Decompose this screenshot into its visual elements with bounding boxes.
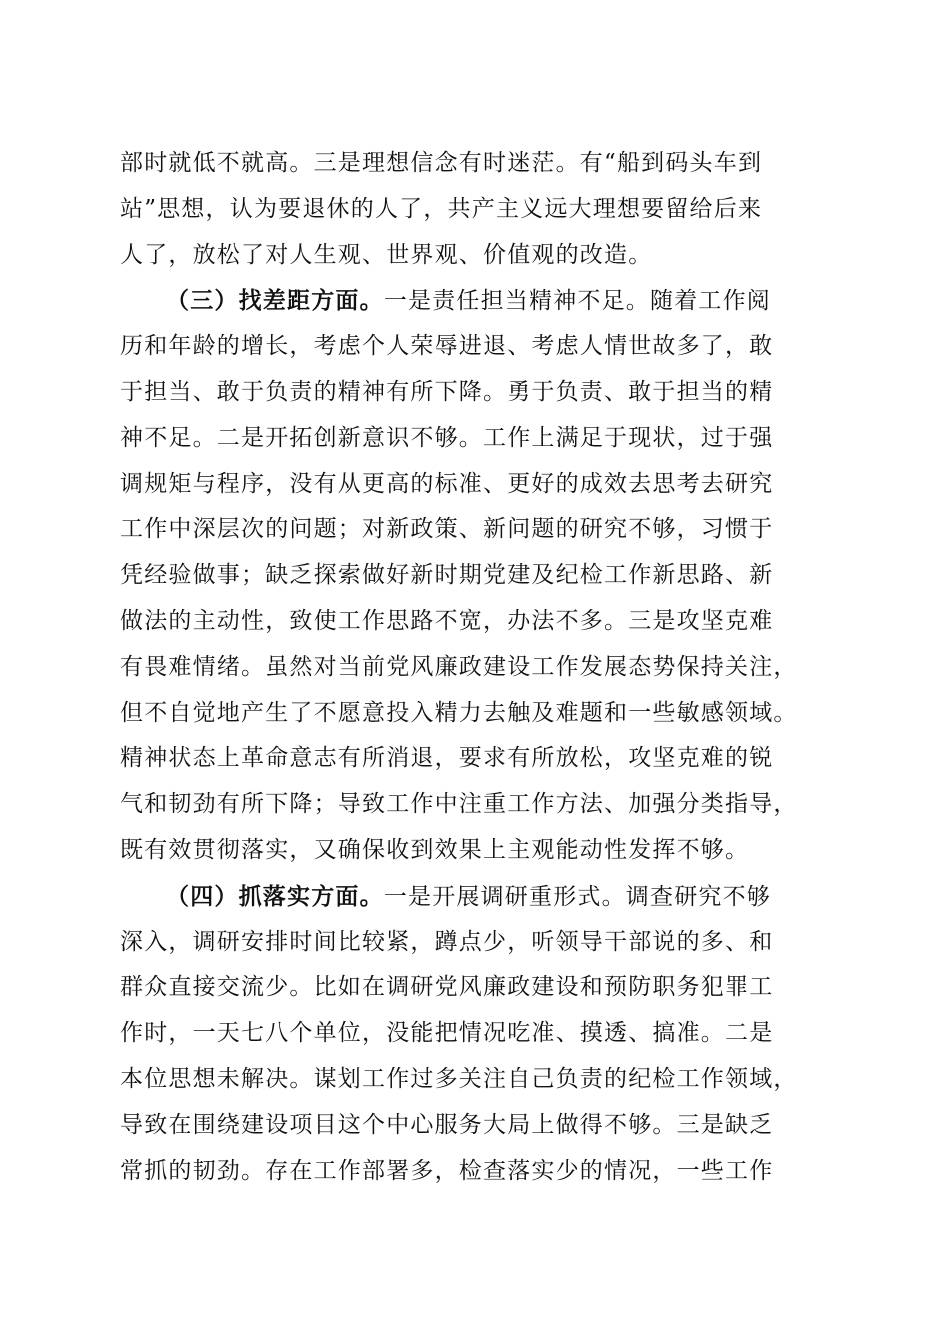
section-heading-three: （三）找差距方面。 — [166, 287, 384, 315]
text-line-18: 深入，调研安排时间比较紧，蹲点少，听领导干部说的多、和 — [120, 928, 774, 955]
text-line-10: 凭经验做事；缺乏探索做好新时期党建及纪检工作新思路、新 — [120, 562, 774, 589]
text-line-14: 精神状态上革命意志有所消退，要求有所放松，攻坚克难的锐 — [120, 745, 774, 772]
text-line-22: 导致在围绕建设项目这个中心服务大局上做得不够。三是缺乏 — [120, 1111, 774, 1138]
text-line-20: 作时，一天七八个单位，没能把情况吃准、摸透、搞准。二是 — [120, 1020, 774, 1047]
text-line-7: 神不足。二是开拓创新意识不够。工作上满足于现状，过于强 — [120, 424, 774, 451]
section-heading-four: （四）抓落实方面。 — [166, 882, 384, 910]
text-line-16: 既有效贯彻落实，又确保收到效果上主观能动性发挥不够。 — [120, 836, 750, 863]
text-line-2: 站”思想，认为要退休的人了，共产主义远大理想要留给后来 — [120, 195, 763, 222]
text-line-23: 常抓的韧劲。存在工作部署多，检查落实少的情况，一些工作 — [120, 1157, 774, 1184]
text-line-5: 历和年龄的增长，考虑个人荣辱进退、考虑人情世故多了，敢 — [120, 333, 774, 360]
text-line-11: 做法的主动性，致使工作思路不宽，办法不多。三是攻坚克难 — [120, 607, 774, 634]
text-line-15: 气和韧劲有所下降；导致工作中注重工作方法、加强分类指导， — [120, 791, 798, 818]
text-line-21: 本位思想未解决。谋划工作过多关注自己负责的纪检工作领域， — [120, 1065, 798, 1092]
text-line-13: 但不自觉地产生了不愿意投入精力去触及难题和一些敏感领域。 — [120, 699, 798, 726]
text-line-1: 部时就低不就高。三是理想信念有时迷茫。有“船到码头车到 — [120, 150, 763, 176]
text-line-3: 人了，放松了对人生观、世界观、价值观的改造。 — [120, 241, 653, 268]
text-line-19: 群众直接交流少。比如在调研党风廉政建设和预防职务犯罪工 — [120, 974, 774, 1001]
text-line-6: 于担当、敢于负责的精神有所下降。勇于负责、敢于担当的精 — [120, 378, 774, 405]
section-four-first-line: （四）抓落实方面。一是开展调研重形式。调查研究不够 — [166, 882, 772, 910]
text-line-9: 工作中深层次的问题；对新政策、新问题的研究不够，习惯于 — [120, 516, 774, 543]
text-line-12: 有畏难情绪。虽然对当前党风廉政建设工作发展态势保持关注， — [120, 653, 798, 680]
section-three-first-line: （三）找差距方面。一是责任担当精神不足。随着工作阅 — [166, 287, 772, 315]
text-line-8: 调规矩与程序，没有从更高的标准、更好的成效去思考去研究 — [120, 470, 774, 497]
document-body — [120, 141, 840, 1194]
